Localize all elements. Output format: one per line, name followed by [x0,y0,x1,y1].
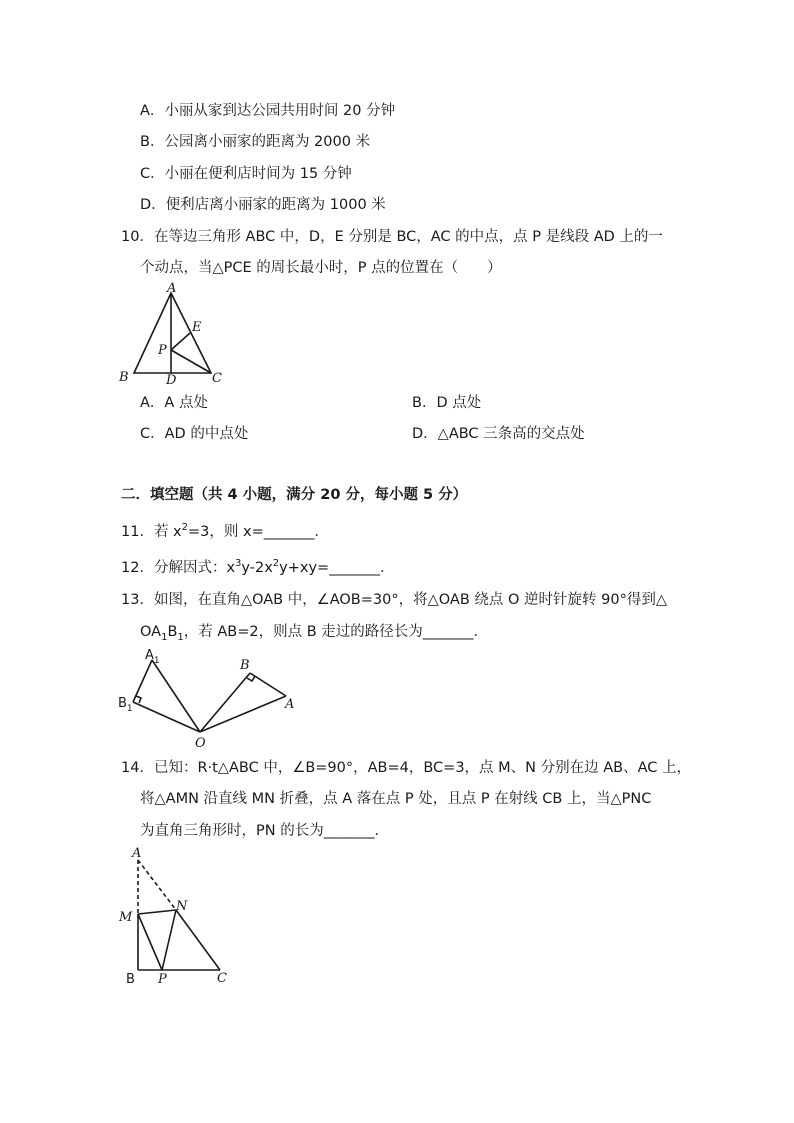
segment-a1b1 [133,660,152,702]
q9-option-a: A．小丽从家到达公园共用时间 20 分钟 [140,103,396,119]
label-c: C [212,371,222,386]
segment-np [162,910,176,970]
q9-option-d: D．便利店离小丽家的距离为 1000 米 [140,197,386,213]
label-m: M [119,910,133,925]
q10-option-a: A．A 点处 [140,395,208,411]
q14-text-line2: 将△AMN 沿直线 MN 折叠，点 A 落在点 P 处，且点 P 在射线 CB 上，当△PNC [140,791,652,807]
label-p: P [158,972,167,987]
label-a1: $A_1$ [145,648,160,666]
label-b1: $B_1$ [118,696,133,714]
label-b: B [126,972,135,987]
label-d: D [166,373,177,388]
label-o: O [195,736,206,751]
label-b: B [240,658,250,673]
segment-mp [138,914,162,970]
segment-ob [200,673,250,732]
q10-triangle-figure [115,283,225,388]
segment-nc [176,910,220,970]
segment-pe [171,333,190,350]
segment-mn [138,910,176,914]
label-n: N [176,899,188,914]
q10-option-c: C．AD 的中点处 [140,426,249,442]
label-a: A [285,697,295,712]
q13-rotation-figure [115,646,300,754]
label-c: C [217,971,227,986]
q13-text-line2: $OA_1B_1$，若 AB=2，则点 B 走过的路径长为_______． [140,624,489,643]
label-a: A [132,846,142,861]
right-angle-b1 [136,696,141,703]
segment-an-dashed [138,860,176,910]
label-p: P [158,343,167,358]
right-angle-b [247,676,255,681]
label-a: A [167,281,177,296]
q9-option-c: C．小丽在便利店时间为 15 分钟 [140,166,352,182]
q12-text: 12．分解因式：$x^3y-2x^2y+xy=\_\_\_\_\_\_\_$． [121,558,395,576]
q14-text-line1: 14．已知：R·t△ABC 中，∠B=90°，AB=4，BC=3，点 M、N 分别在边 AB、AC 上， [121,760,691,776]
q11-text: 11．若 $x^2=3$，则 x=_______． [121,522,329,540]
q14-fold-figure [115,846,235,991]
q14-text-line3: 为直角三角形时，PN 的长为_______． [140,823,389,839]
q10-option-b: B．D 点处 [412,395,482,411]
q13-text-line1: 13．如图，在直角△OAB 中，∠AOB=30°，将△OAB 绕点 O 逆时针旋转 90°得到△ [121,592,667,608]
label-e: E [192,320,202,335]
q10-option-d: D．△ABC 三条高的交点处 [412,426,585,442]
section-heading: 二．填空题（共 4 小题，满分 20 分，每小题 5 分） [121,487,468,503]
q10-text-line2: 个动点，当△PCE 的周长最小时，P 点的位置在（ ） [140,260,502,276]
q10-text-line1: 10．在等边三角形 ABC 中，D，E 分别是 BC，AC 的中点，点 P 是线段 AD 上的一 [121,229,663,245]
segment-ao [200,696,286,732]
q9-option-b: B．公园离小丽家的距离为 2000 米 [140,134,371,150]
label-b: B [119,370,129,385]
